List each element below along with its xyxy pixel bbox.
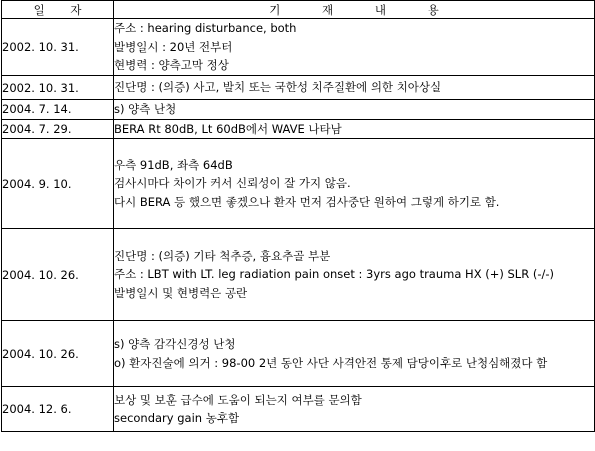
entry-content [114,76,595,100]
table-row [2,19,595,76]
entry-date: 2002. 10. 31. [2,19,114,76]
entry-line: s) 양측 감각신경성 난청 [114,337,236,351]
entry-line: 진단명 : (의증) 기타 척추증, 흉요추골 부분 [114,248,331,263]
entry-line: secondary gain 농후함 [114,411,240,425]
entry-line: 우측 91dB, 좌측 64dB [114,157,233,172]
entry-content [114,119,595,139]
table-row [2,229,595,321]
entry-line: o) 환자진술에 의거 : 98-00 2년 동안 사단 사격안전 통제 담당이후로 난청심해졌다 함 [114,355,548,370]
entry-content [114,321,595,387]
medical-record-table [1,0,595,432]
entry-line: 주소 : hearing disturbance, both [114,21,297,36]
entry-content [114,387,595,432]
entry-line: 다시 BERA 등 했으면 좋겠으나 환자 먼저 검사중단 원하여 그렇게 하기로 함. [114,194,500,209]
entry-date: 2004. 7. 29. [2,119,114,139]
entry-line: 보상 및 보훈 급수에 도움이 되는지 여부를 문의함 [114,392,362,407]
entry-line: 발병일시 및 현병력은 공란 [114,285,248,300]
entry-line: 주소 : LBT with LT. leg radiation pain onset : 3yrs ago trauma HX (+) SLR (-/-) [114,267,554,282]
table-row [2,321,595,387]
header-date: 일 자 [2,1,114,19]
entry-content [114,19,595,76]
table-row [2,119,595,139]
entry-line: 검사시마다 차이가 커서 신뢰성이 잘 가지 않음. [114,176,351,191]
entry-line: BERA Rt 80dB, Lt 60dB에서 WAVE 나타남 [114,121,342,136]
table-row [2,76,595,100]
entry-line: 발병일시 : 20년 전부터 [114,39,233,54]
table-row [2,139,595,229]
entry-date: 2004. 7. 14. [2,100,114,120]
table-header-row [2,1,595,19]
table-row [2,100,595,120]
entry-date: 2002. 10. 31. [2,76,114,100]
entry-content [114,139,595,229]
entry-date: 2004. 12. 6. [2,387,114,432]
entry-date: 2004. 9. 10. [2,139,114,229]
entry-line: 현병력 : 양측고막 정상 [114,58,229,73]
entry-content [114,229,595,321]
entry-date: 2004. 10. 26. [2,229,114,321]
entry-date: 2004. 10. 26. [2,321,114,387]
entry-content [114,100,595,120]
entry-line: 진단명 : (의증) 사고, 발치 또는 국한성 치주질환에 의한 치아상실 [114,80,442,95]
entry-line: s) 양측 난청 [114,102,177,116]
header-content: 기 재 내 용 [114,1,595,19]
table-row [2,387,595,432]
